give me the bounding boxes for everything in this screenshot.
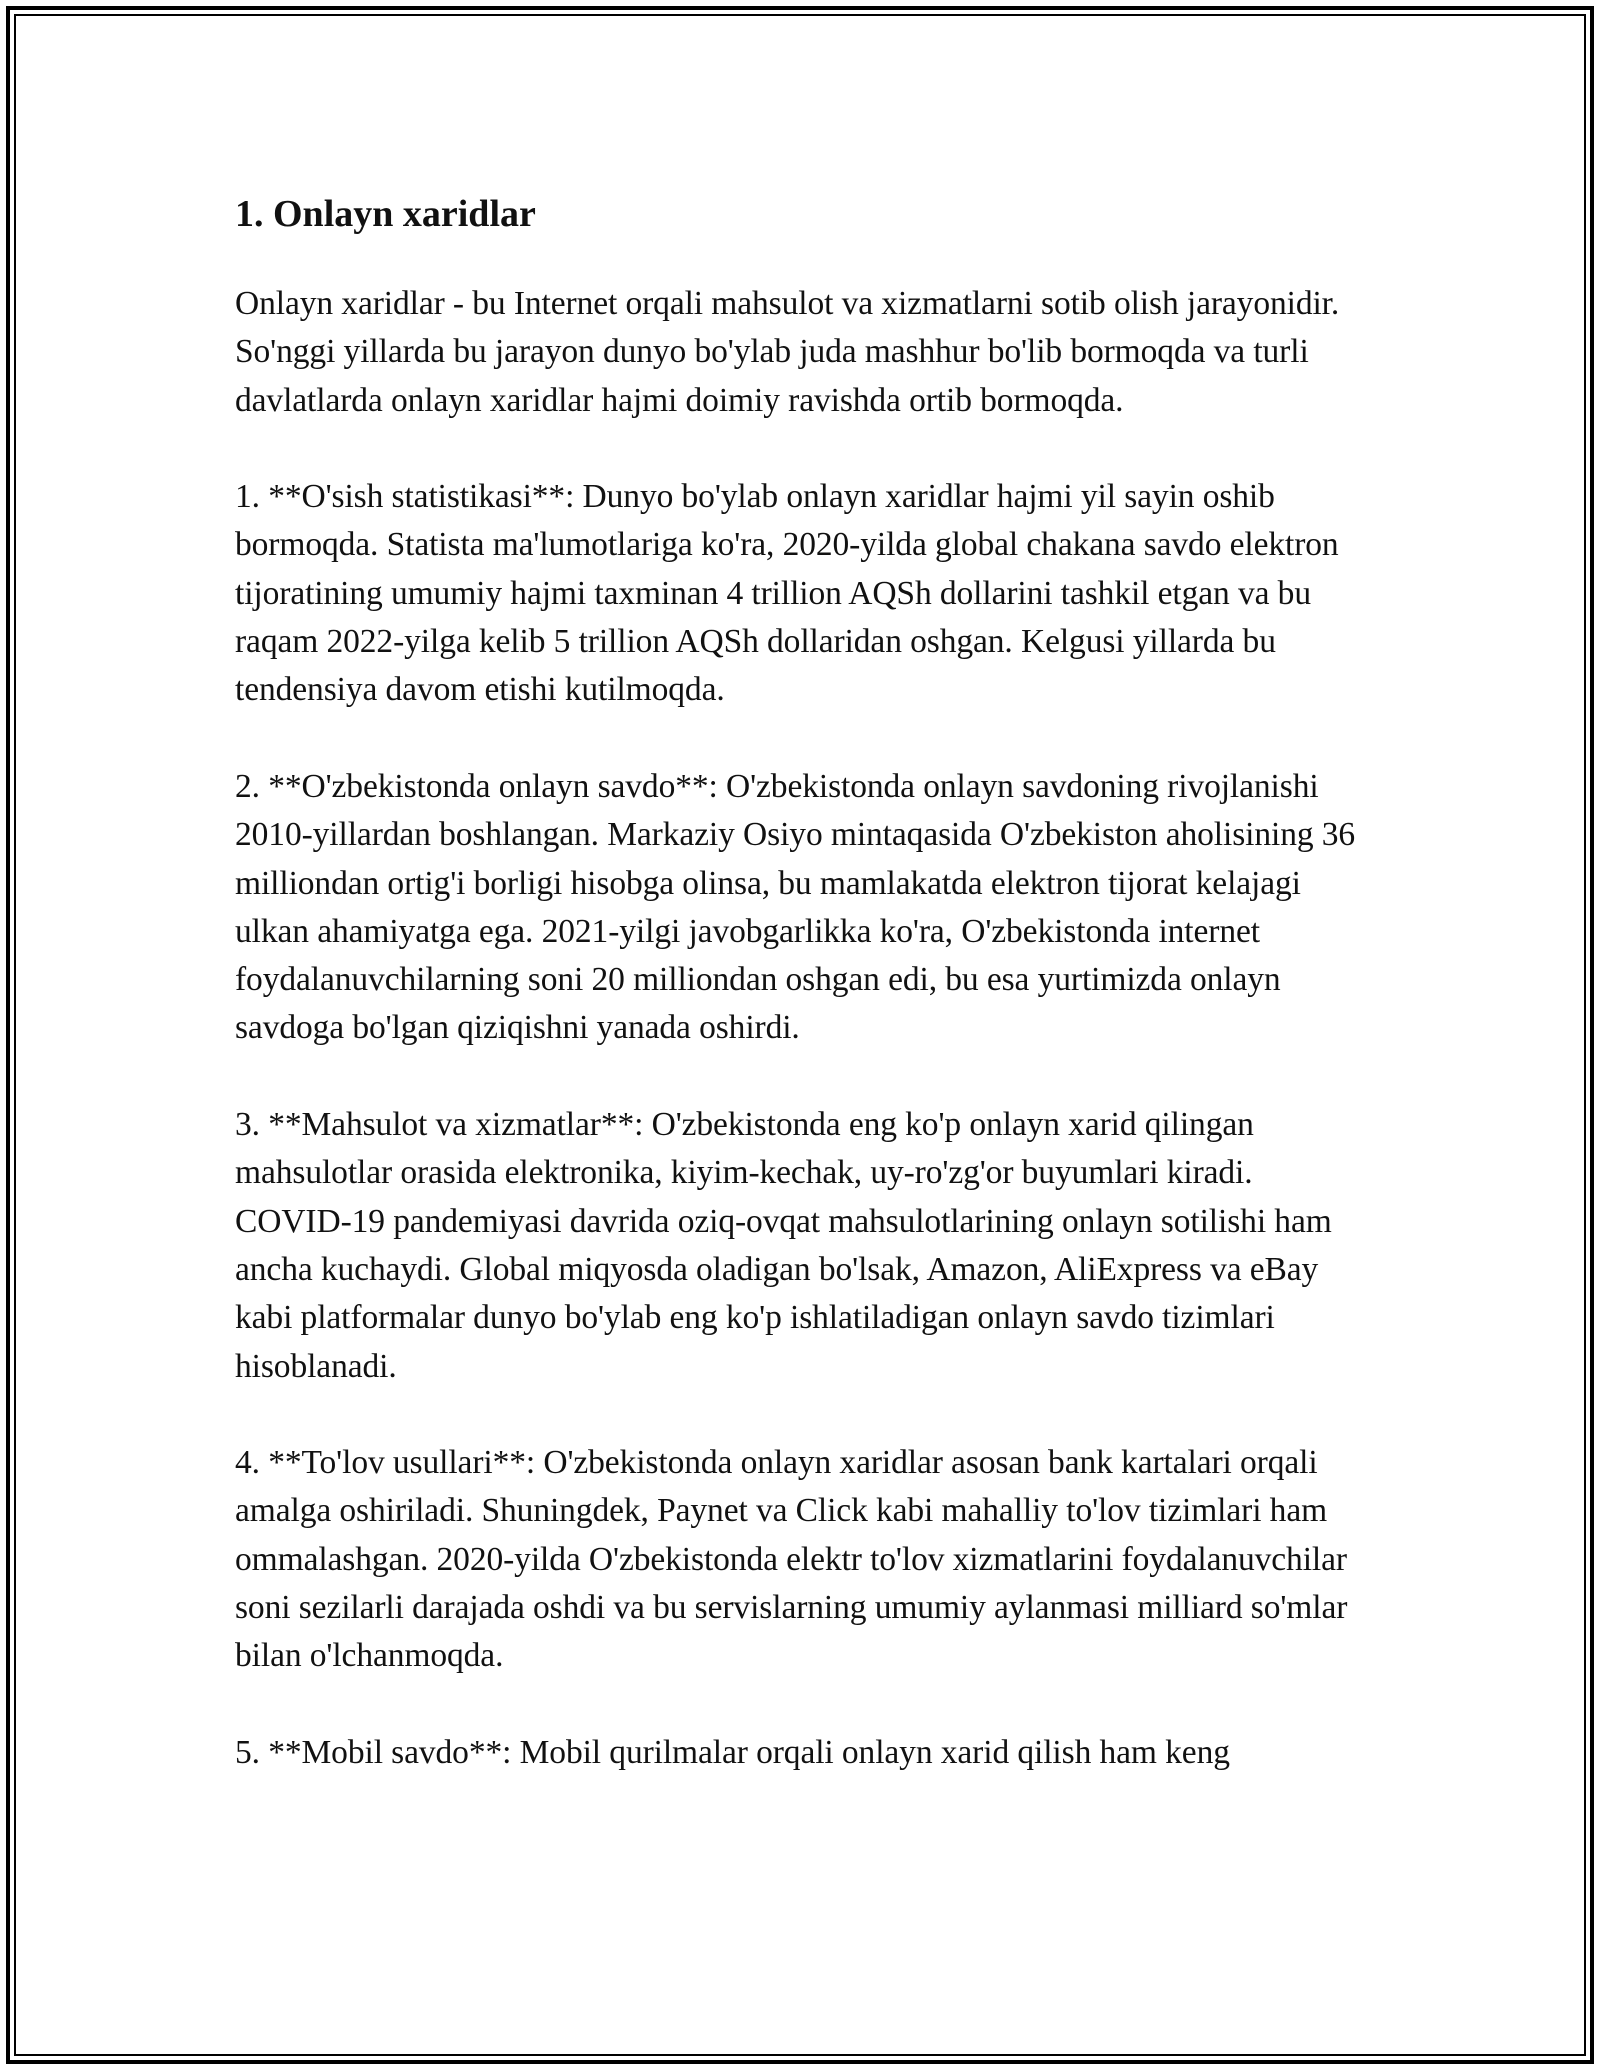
paragraph-mobile-commerce: 5. **Mobil savdo**: Mobil qurilmalar orqali onlayn xarid qilish ham keng xyxy=(235,1733,1230,1771)
paragraph-growth-statistics: 1. **O'sish statistikasi**: Dunyo bo'ylab onlayn xaridlar hajmi yil sayin oshib bormoqda. Statista ma'lumotlariga ko'ra, 2020-yilda global chakana savdo elektron tijoratining umumiy hajmi taxminan 4 trillion AQSh dollarini tashkil etgan va bu raqam 2022-yilga kelib 5 trillion AQSh dollaridan oshgan. Kelgusi yillarda bu tendensiya davom etishi kutilmoqda. xyxy=(235,478,1339,709)
paragraph-uzbekistan-online-trade: 2. **O'zbekistonda onlayn savdo**: O'zbekistonda onlayn savdoning rivojlanishi 2010-yillardan boshlangan. Markaziy Osiyo mintaqasida O'zbekiston aholisining 36 milliondan ortig'i borligi hisobga olinsa, bu mamlakatda elektron tijorat kelajagi ulkan ahamiyatga ega. 2021-yilgi javobgarlikka ko'ra, O'zbekistonda internet foydalanuvchilarning soni 20 milliondan oshgan edi, bu esa yurtimizda onlayn savdoga bo'lgan qiziqishni yanada oshirdi. xyxy=(235,767,1356,1047)
intro-paragraph: Onlayn xaridlar - bu Internet orqali mahsulot va xizmatlarni sotib olish jarayonidir. So'nggi yillarda bu jarayon dunyo bo'ylab juda mashhur bo'lib bormoqda va turli davlatlarda onlayn xaridlar hajmi doimiy ravishda ortib bormoqda. xyxy=(235,285,1340,419)
document-body xyxy=(235,186,1375,1777)
paragraph-products-services: 3. **Mahsulot va xizmatlar**: O'zbekistonda eng ko'p onlayn xarid qilingan mahsulotlar orasida elektronika, kiyim-kechak, uy-ro'zg'or buyumlari kiradi. COVID-19 pandemiyasi davrida oziq-ovqat mahsulotlarining onlayn sotilishi ham ancha kuchaydi. Global miqyosda oladigan bo'lsak, Amazon, AliExpress va eBay kabi platformalar dunyo bo'ylab eng ko'p ishlatiladigan onlayn savdo tizimlari hisoblanadi. xyxy=(235,1106,1332,1385)
document-title: 1. Onlayn xaridlar xyxy=(235,193,536,235)
paragraph-payment-methods: 4. **To'lov usullari**: O'zbekistonda onlayn xaridlar asosan bank kartalari orqali amalga oshiriladi. Shuningdek, Paynet va Click kabi mahalliy to'lov tizimlari ham ommalashgan. 2020-yilda O'zbekistonda elektr to'lov xizmatlarini foydalanuvchilar soni sezilarli darajada oshdi va bu servislarning umumiy aylanmasi milliard so'mlar bilan o'lchanmoqda. xyxy=(235,1444,1348,1675)
